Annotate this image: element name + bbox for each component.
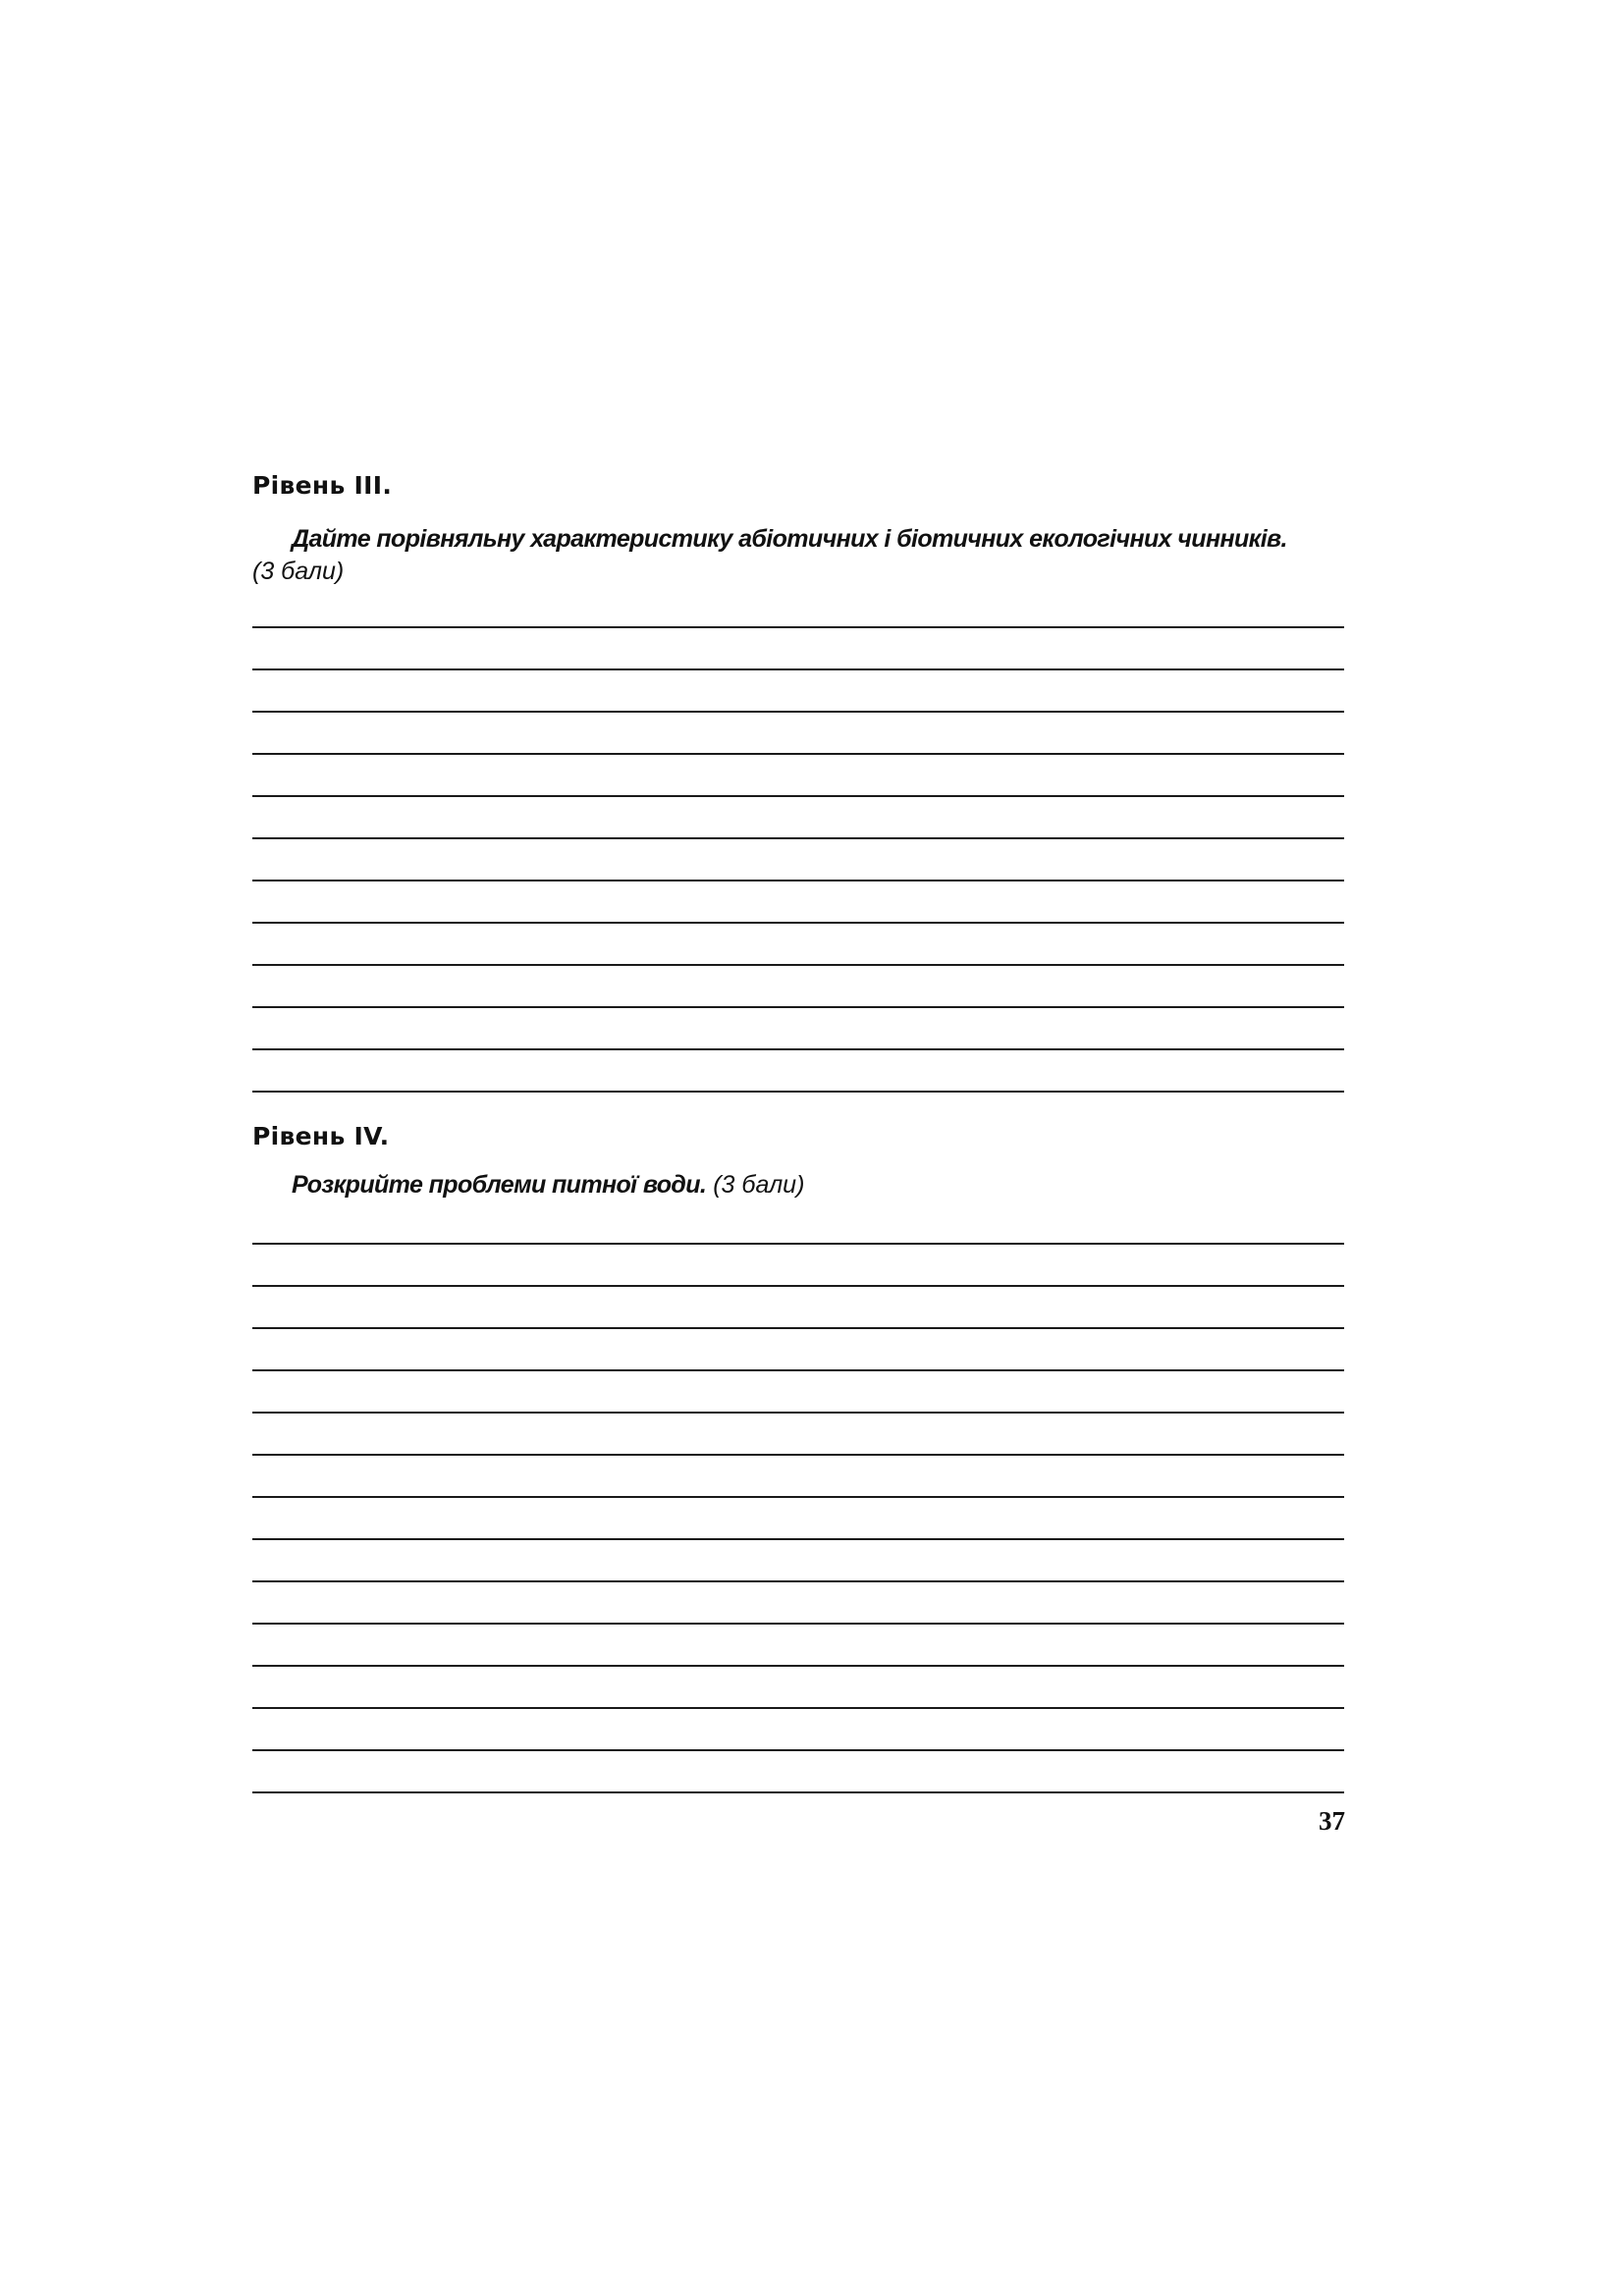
answer-line[interactable] bbox=[252, 1369, 1344, 1371]
level-3-heading: Рівень III. bbox=[252, 471, 393, 500]
level-3-instruction: Дайте порівняльну характеристику абіотичних і біотичних екологічних чинників. bbox=[292, 525, 1287, 553]
answer-line[interactable] bbox=[252, 753, 1344, 755]
answer-line[interactable] bbox=[252, 964, 1344, 966]
answer-line[interactable] bbox=[252, 922, 1344, 924]
answer-line[interactable] bbox=[252, 1006, 1344, 1008]
answer-line[interactable] bbox=[252, 1285, 1344, 1287]
answer-line[interactable] bbox=[252, 880, 1344, 881]
answer-line[interactable] bbox=[252, 1243, 1344, 1245]
answer-line[interactable] bbox=[252, 1496, 1344, 1498]
answer-line[interactable] bbox=[252, 1707, 1344, 1709]
answer-line[interactable] bbox=[252, 1327, 1344, 1329]
answer-line[interactable] bbox=[252, 1749, 1344, 1751]
answer-line[interactable] bbox=[252, 1412, 1344, 1414]
answer-line[interactable] bbox=[252, 1048, 1344, 1050]
page-number: 37 bbox=[1319, 1806, 1345, 1836]
answer-line[interactable] bbox=[252, 837, 1344, 839]
level-4-instruction: Розкрийте проблеми питної води. bbox=[292, 1171, 707, 1199]
answer-line[interactable] bbox=[252, 711, 1344, 713]
answer-line[interactable] bbox=[252, 1791, 1344, 1793]
level-3-points: (3 бали) bbox=[252, 558, 345, 585]
answer-line[interactable] bbox=[252, 1665, 1344, 1667]
answer-line[interactable] bbox=[252, 668, 1344, 670]
level-4-points: (3 бали) bbox=[713, 1171, 805, 1199]
level-4-task bbox=[252, 1169, 1344, 1201]
level-4-heading: Рівень IV. bbox=[252, 1122, 390, 1150]
answer-line[interactable] bbox=[252, 1580, 1344, 1582]
answer-line[interactable] bbox=[252, 1454, 1344, 1456]
answer-line[interactable] bbox=[252, 1538, 1344, 1540]
answer-line[interactable] bbox=[252, 626, 1344, 628]
level-3-task bbox=[252, 523, 1344, 588]
answer-line[interactable] bbox=[252, 1091, 1344, 1093]
answer-line[interactable] bbox=[252, 795, 1344, 797]
answer-line[interactable] bbox=[252, 1623, 1344, 1625]
